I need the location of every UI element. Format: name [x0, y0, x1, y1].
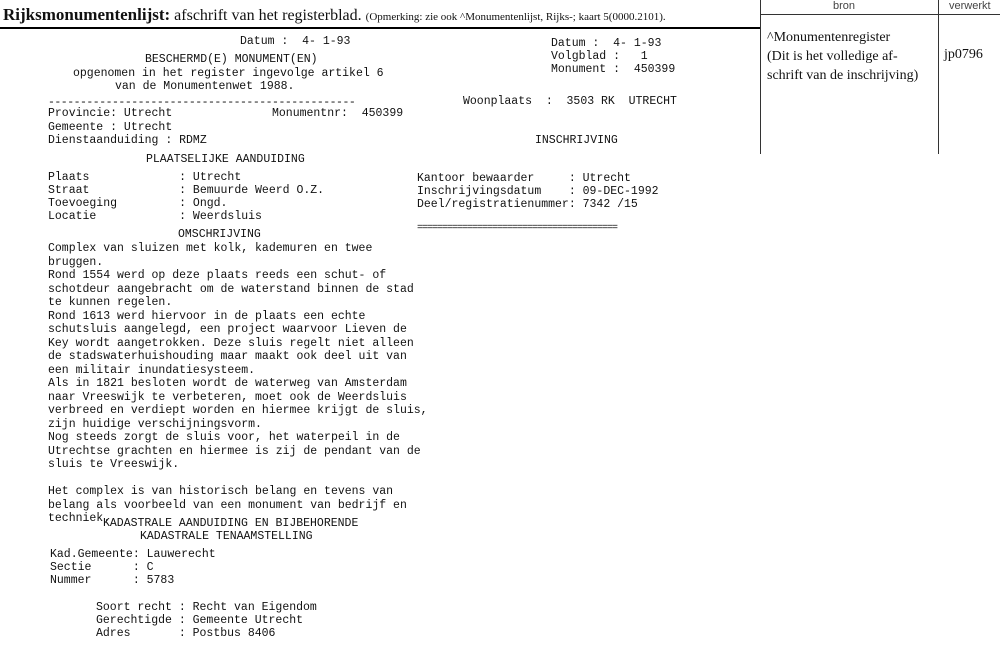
- omschrijving-line: belang als voorbeeld van een monument van bedrijf en: [48, 498, 407, 512]
- omschrijving-line: sluis te Vreeswijk.: [48, 458, 180, 471]
- left-dienst: Dienstaanduiding : RDMZ: [48, 134, 207, 147]
- plaats-row: Locatie : Weerdsluis: [48, 210, 262, 223]
- omschrijving-line: techniek.: [48, 512, 111, 525]
- kantoor-row: Inschrijvingsdatum : 09-DEC-1992: [417, 185, 659, 198]
- plaats-heading: PLAATSELIJKE AANDUIDING: [146, 153, 305, 166]
- omschrijving-line: Utrechtse grachten en hiermee is zij de pendant van de: [48, 444, 421, 458]
- plaats-row: Straat : Bemuurde Weerd O.Z.: [48, 184, 325, 197]
- plaats-row: Plaats : Utrecht: [48, 171, 242, 184]
- inschrijving-heading: INSCHRIJVING: [535, 134, 618, 147]
- kad-row: Nummer : 5783: [50, 574, 175, 587]
- kad-row: Sectie : C: [50, 561, 154, 574]
- panel-header-bron: bron: [833, 0, 856, 12]
- right-equals-rule: ========================================: [417, 223, 618, 234]
- omschrijving-line: bruggen.: [48, 255, 104, 269]
- left-dash-rule: ------------------------------------------------: [48, 96, 356, 109]
- omschrijving-line: schutsluis aangelegd, een project waarvoor Lieven de: [48, 323, 407, 336]
- right-datum: Datum : 4- 1-93: [551, 37, 662, 50]
- recht-row: Soort recht : Recht van Eigendom: [96, 601, 317, 614]
- panel-header-verwerkt: verwerkt: [949, 0, 991, 12]
- omschrijving-line: een militair inundatiesysteem.: [48, 363, 256, 377]
- omschrijving-line: Rond 1613 werd hiervoor in de plaats een echte: [48, 309, 366, 323]
- panel-column-divider: [938, 0, 939, 154]
- left-heading-2: opgenomen in het register ingevolge artikel 6: [73, 67, 384, 80]
- left-datum: Datum : 4- 1-93: [240, 35, 351, 48]
- omschrijving-line: Nog steeds zorgt de sluis voor, het waterpeil in de: [48, 431, 400, 444]
- kadastraal-heading-1: KADASTRALE AANDUIDING EN BIJBEHORENDE: [103, 517, 359, 530]
- kadastraal-heading-2: KADASTRALE TENAAMSTELLING: [140, 530, 313, 543]
- left-gemeente: Gemeente : Utrecht: [48, 121, 173, 134]
- panel-verwerkt-text: jp0796: [944, 47, 983, 62]
- omschrijving-line: te kunnen regelen.: [48, 296, 173, 309]
- omschrijving-line: zijn huidige verschijningsvorm.: [48, 417, 262, 431]
- omschrijving-heading: OMSCHRIJVING: [178, 228, 261, 241]
- panel-header-divider: [761, 14, 1000, 15]
- omschrijving-line: Het complex is van historisch belang en tevens van: [48, 485, 394, 498]
- omschrijving-line: naar Vreeswijk te verbeteren, moet ook de Weerdsluis: [48, 390, 407, 404]
- kantoor-row: Deel/registratienummer: 7342 /15: [417, 198, 638, 211]
- page-header: [3, 5, 666, 25]
- omschrijving-line: [48, 472, 428, 486]
- kad-row: Kad.Gemeente: Lauwerecht: [50, 548, 216, 561]
- header-rule: [0, 27, 760, 29]
- right-woonplaats: Woonplaats : 3503 RK UTRECHT: [463, 95, 677, 108]
- header-note: (Opmerking: zie ook ^Monumentenlijst, Rijks-; kaart 5(0000.2101).: [365, 11, 666, 23]
- plaats-row: Toevoeging : Ongd.: [48, 197, 228, 210]
- omschrijving-line: Complex van sluizen met kolk, kademuren en twee: [48, 242, 373, 255]
- omschrijving-body: [48, 242, 428, 526]
- left-provincie: Provincie: Utrecht: [48, 107, 173, 120]
- omschrijving-line: schotdeur aangebracht om de waterstand binnen de stad: [48, 282, 414, 296]
- panel-bron-text: ^Monumentenregister (Dit is het volledige af- schrift van de inschrijving): [767, 30, 919, 83]
- omschrijving-line: Als in 1821 besloten wordt de waterweg van Amsterdam: [48, 377, 407, 390]
- left-monumentnr: Monumentnr: 450399: [272, 107, 404, 120]
- kantoor-row: Kantoor bewaarder : Utrecht: [417, 172, 631, 185]
- recht-row: Adres : Postbus 8406: [96, 627, 276, 640]
- left-heading-3: van de Monumentenwet 1988.: [115, 80, 295, 93]
- recht-row: Gerechtigde : Gemeente Utrecht: [96, 614, 304, 627]
- header-title-bold: Rijksmonumentenlijst:: [3, 5, 171, 24]
- header-title: afschrift van het registerblad.: [174, 7, 362, 24]
- right-monument: Monument : 450399: [551, 63, 676, 76]
- omschrijving-line: Rond 1554 werd op deze plaats reeds een schut- of: [48, 269, 387, 282]
- source-panel: [760, 0, 1000, 154]
- omschrijving-line: de stadswaterhuishouding maar maakt ook deel uit van: [48, 350, 407, 363]
- left-heading-1: BESCHERMD(E) MONUMENT(EN): [145, 53, 318, 66]
- omschrijving-line: Key wordt aangetrokken. Deze sluis regelt niet alleen: [48, 336, 414, 350]
- omschrijving-line: verbreed en verdiept worden en hiermee krijgt de sluis,: [48, 404, 428, 417]
- right-volgblad: Volgblad : 1: [551, 50, 648, 63]
